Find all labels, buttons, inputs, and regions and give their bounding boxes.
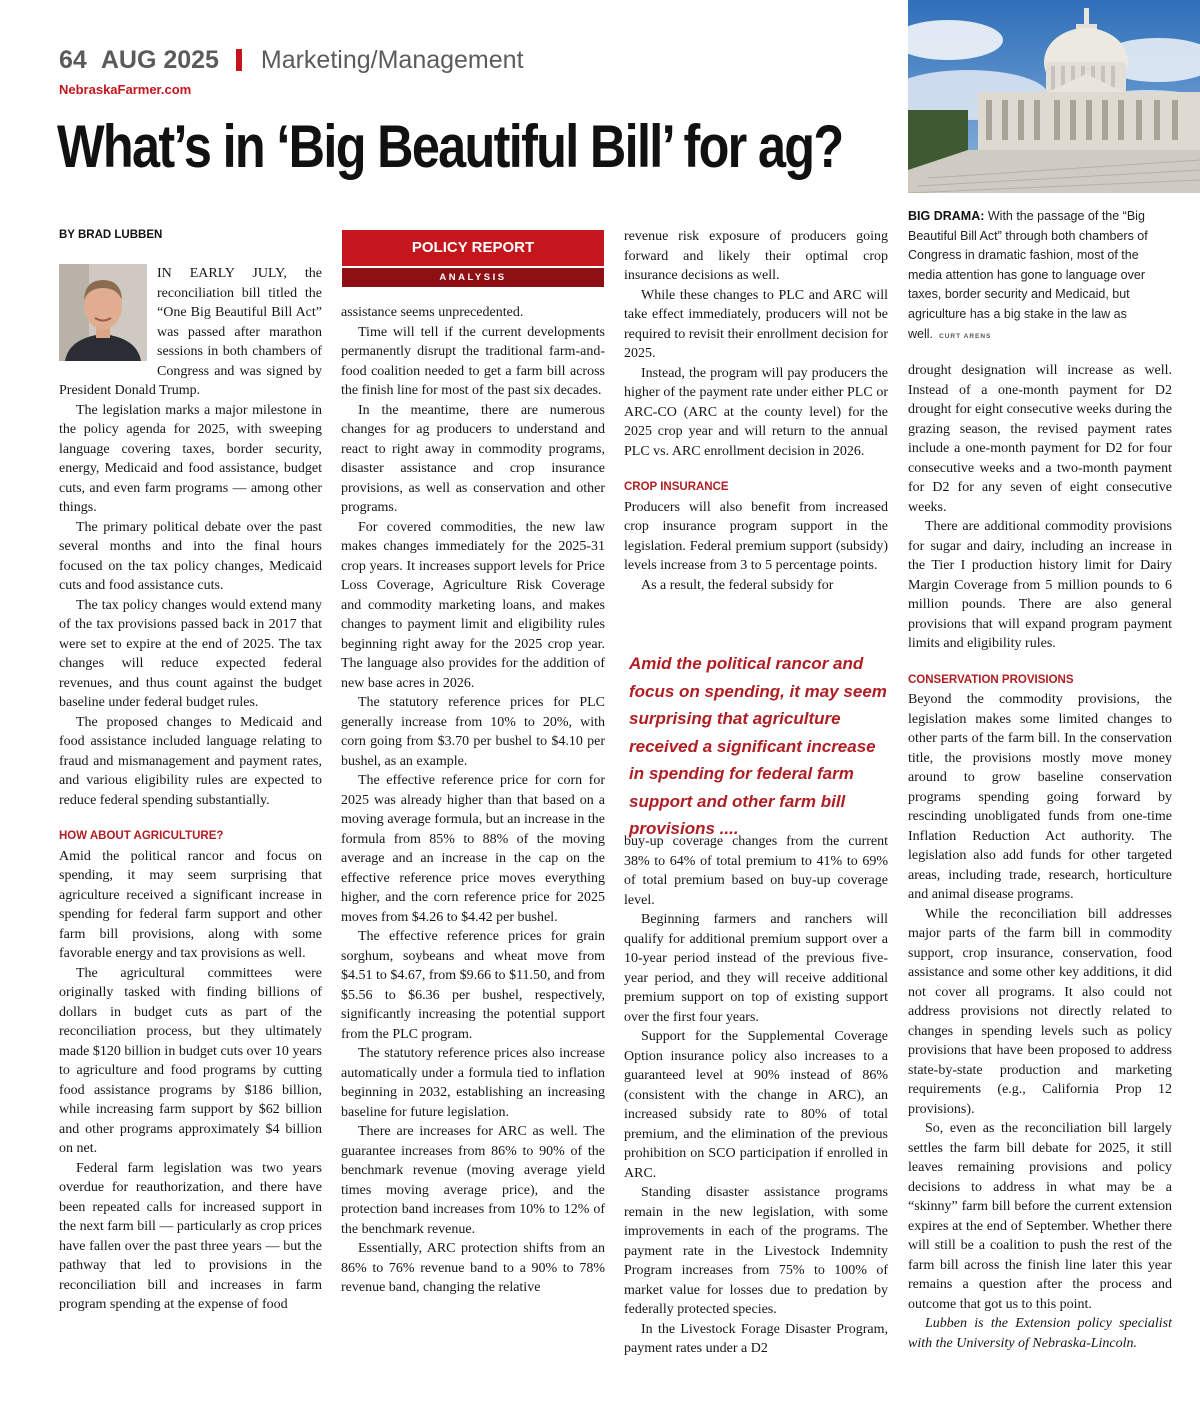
- author-photo: [59, 264, 147, 361]
- paragraph: In the Livestock Forage Disaster Program, payment rates under a D2: [624, 1321, 888, 1356]
- paragraph: The legislation marks a major milestone in the policy agenda for 2025, with sweeping language covering taxes, border security, energy, Medicaid and food assistance, budget cuts, and even farm programs — among other things.: [59, 402, 322, 515]
- paragraph: There are additional commodity provisions for sugar and dairy, including an increase in the Tier I production history limit for Dairy Margin Coverage from 5 million pounds to 6 million pounds. There are also general provisions that will expand program payment limits and eligibility rules.: [908, 519, 1172, 651]
- paragraph: buy-up coverage changes from the current 38% to 64% of total premium to 41% to 69% of total premium based on buy-up coverage level.: [624, 834, 888, 908]
- photo-caption: [908, 207, 1153, 346]
- paragraph: Beginning farmers and ranchers will qualify for additional premium support over a 10-year period instead of the previous five-year period, and they will receive additional premium support on top of existing support over the first four years.: [624, 912, 888, 1025]
- page-number: 64: [59, 46, 87, 74]
- subhead-conservation: CONSERVATION PROVISIONS: [908, 673, 1074, 686]
- paragraph: The primary political debate over the past several months and into the final hours focused on the tax policy changes, Medicaid cuts and food assistance cuts.: [59, 519, 322, 593]
- paragraph: Beyond the commodity provisions, the legislation makes some limited changes to other parts of the farm bill. In the conservation title, the provisions mostly move money around to grow baseline conservation programs spending going forward by rescinding unobligated funds from one-time Inflation Reduction Act authority. The legislation also add funds for other targeted areas, including trade, research, horticulture and animal disease programs.: [908, 692, 1172, 902]
- paragraph: As a result, the federal subsidy for: [641, 577, 834, 593]
- paragraph: revenue risk exposure of producers going forward and likely their optimal crop insurance decisions as well.: [624, 229, 888, 283]
- page-header: [59, 46, 524, 75]
- paragraph: IN EARLY JULY, the reconciliation bill titled the “One Big Beautiful Bill Act” was passed after marathon sessions in both chambers of Congress and was signed by President Donald Trump.: [59, 266, 322, 398]
- paragraph: Instead, the program will pay producers the higher of the payment rate under either PLC or ARC-CO (ARC at the county level) for the 2025 crop year and will return to the annual PLC vs. ARC enrollment decision in 2026.: [624, 365, 888, 459]
- pull-quote: Amid the political rancor and focus on spending, it may seem surprising that agriculture received a significant increase in spending for federal farm support and other farm bill provisions ....: [629, 654, 887, 838]
- paragraph: The proposed changes to Medicaid and food assistance included language relating to fraud and mismanagement and payment rates, and various eligibility rules are expected to reduce federal spending substantially.: [59, 714, 322, 808]
- article-column-3-continued: [624, 832, 888, 1359]
- paragraph: The effective reference prices for grain sorghum, soybeans and wheat move from $4.51 to $4.67, from $9.66 to $11.50, and from $5.56 to $6.36 per bushel, respectively, significantly increasing the potential support from the PLC program.: [341, 929, 605, 1042]
- paragraph: The effective reference price for corn for 2025 was already higher than that based on a moving average formula, but an increase in the formula from 85% to 88% of the moving average and an increase in the cap on the effective reference price moves everything higher, and the corn reference price for 2025 moves from $4.26 to $4.42 per bushel.: [341, 773, 605, 925]
- policy-report-box: [342, 230, 604, 287]
- subhead-agriculture: HOW ABOUT AGRICULTURE?: [59, 830, 224, 842]
- issue-date: AUG 2025: [100, 46, 219, 74]
- policy-report-subtitle: ANALYSIS: [342, 268, 604, 287]
- paragraph: The statutory reference prices also increase automatically under a formula tied to inflation beginning in 2032, establishing an increasing baseline for future legislation.: [341, 1046, 605, 1120]
- paragraph: While these changes to PLC and ARC will take effect immediately, producers will not be required to revisit their enrollment decision for 2025.: [624, 287, 888, 361]
- paragraph: Time will tell if the current developments permanently disrupt the traditional farm-and-food coalition needed to get a farm bill across the finish line for most of the past six decades.: [341, 324, 605, 398]
- paragraph: Producers will also benefit from increased crop insurance program support in the legislation. Federal premium support (subsidy) levels increase from 3 to 5 percentage points.: [624, 499, 888, 573]
- author-signoff: Lubben is the Extension policy specialist with the University of Nebraska-Lincoln.: [908, 1316, 1172, 1351]
- article-column-3: [624, 227, 888, 595]
- caption-text: With the passage of the “Big Beautiful Bill Act” through both chambers of Congress in dramatic fashion, most of the media attention has gone to language over taxes, border security and Medicaid, but agriculture has a big stake in the law as well.: [908, 209, 1148, 341]
- paragraph: The statutory reference prices for PLC generally increase from 10% to 20%, with corn going from $3.70 per bushel to $4.10 per bushel, as an example.: [341, 695, 605, 769]
- paragraph: While the reconciliation bill addresses major parts of the farm bill in commodity support, crop insurance, conservation, food assistance and some other key additions, it did not cover all programs. It also could not address provisions not directly related to changes in spending levels such as policy provisions that have been proposed to address state-by-state production and marketing requirements (e.g., California Prop 12 provisions).: [908, 906, 1172, 1117]
- paragraph: In the meantime, there are numerous changes for ag producers to understand and react to right away in commodity programs, disaster assistance and crop insurance provisions, as well as conservation and other programs.: [341, 402, 605, 515]
- paragraph: The agricultural committees were originally tasked with finding billions of dollars in budget cuts as part of the reconciliation process, but they ultimately made $120 billion in budget cuts over 10 years to agriculture and food programs by cutting food assistance programs by $186 billion, while increasing farm support by $62 billion and other programs approximately $4 billion on net.: [59, 965, 322, 1156]
- paragraph: Support for the Supplemental Coverage Option insurance policy also increases to a guaranteed level at 90% instead of 86% (consistent with the change in ARC), an increased subsidy rate to 80% of total premium, and the elimination of the previous prohibition on SCO participation if enrolled in ARC.: [624, 1029, 888, 1181]
- paragraph: Standing disaster assistance programs remain in the new legislation, with some improvements in each of the programs. The payment rate in the Livestock Indemnity Program increases from 75% to 100% of market value for losses due to predation by federally protected species.: [624, 1185, 888, 1317]
- paragraph: The tax policy changes would extend many of the tax provisions passed back in 2017 that were set to expire at the end of 2025. The tax changes will reduce expected federal revenues, and thus count against the budget baseline under federal budget rules.: [59, 597, 322, 710]
- policy-report-title: POLICY REPORT: [342, 230, 604, 266]
- paragraph: Federal farm legislation was two years overdue for reauthorization, and there have been repeated calls for increased support in the next farm bill — particularly as crop prices have fallen over the past three years — but the pathway that led to provisions in the reconciliation bill and increases in farm program spending at the expense of food: [59, 1160, 322, 1312]
- article-column-1: [59, 264, 322, 1315]
- paragraph: Amid the political rancor and focus on spending, it may seem surprising that agriculture received a significant increase in spending for federal farm support and other farm bill provisions, along with some favorable energy and tax provisions as well.: [59, 848, 322, 961]
- article-column-2: [341, 303, 605, 1298]
- subhead-crop-insurance: CROP INSURANCE: [624, 481, 729, 493]
- paragraph: For covered commodities, the new law makes changes immediately for the 2025-31 crop years. It increases support levels for Price Loss Coverage, Agriculture Risk Coverage and commodity marketing loans, and makes changes to payment limit and eligibility rules beginning right away for the 2025 crop year. The language also provides for the addition of new base acres in 2026.: [341, 519, 605, 691]
- paragraph: So, even as the reconciliation bill largely settles the farm bill debate for 2025, it still leaves remaining provisions and policy decisions to address in what may be a “skinny” farm bill before the current extension expires at the end of September. Whether there will still be a coalition to push the rest of the farm bill across the finish line later this year remains a question after the process and outcome that got us to this point.: [908, 1121, 1172, 1312]
- paragraph: Essentially, ARC protection shifts from an 86% to 76% revenue band to a 90% to 78% revenue band, changing the relative: [341, 1241, 605, 1295]
- header-divider: [236, 49, 242, 71]
- article-column-4: [908, 361, 1172, 1353]
- paragraph: assistance seems unprecedented.: [341, 305, 524, 320]
- paragraph: drought designation will increase as well. Instead of a one-month payment for D2 drought for eight consecutive weeks during the grazing season, the revised payment rates include a one-month payment for D2 for four consecutive weeks and a two-month payment for D2 for any seven of eight consecutive weeks.: [908, 363, 1172, 515]
- section-name: Marketing/Management: [260, 46, 524, 74]
- photo-credit: CURT ARENS: [939, 332, 992, 340]
- headline: What’s in ‘Big Beautiful Bill’ for ag?: [57, 113, 843, 180]
- capitol-photo: [908, 0, 1200, 193]
- caption-lead: BIG DRAMA:: [908, 209, 985, 223]
- paragraph: There are increases for ARC as well. The guarantee increases from 86% to 90% of the benchmark revenue (moving average yield times moving average price), and the protection band increases from 10% to 12% of the benchmark revenue.: [341, 1124, 605, 1237]
- byline: BY BRAD LUBBEN: [59, 229, 163, 241]
- site-url[interactable]: NebraskaFarmer.com: [59, 82, 192, 97]
